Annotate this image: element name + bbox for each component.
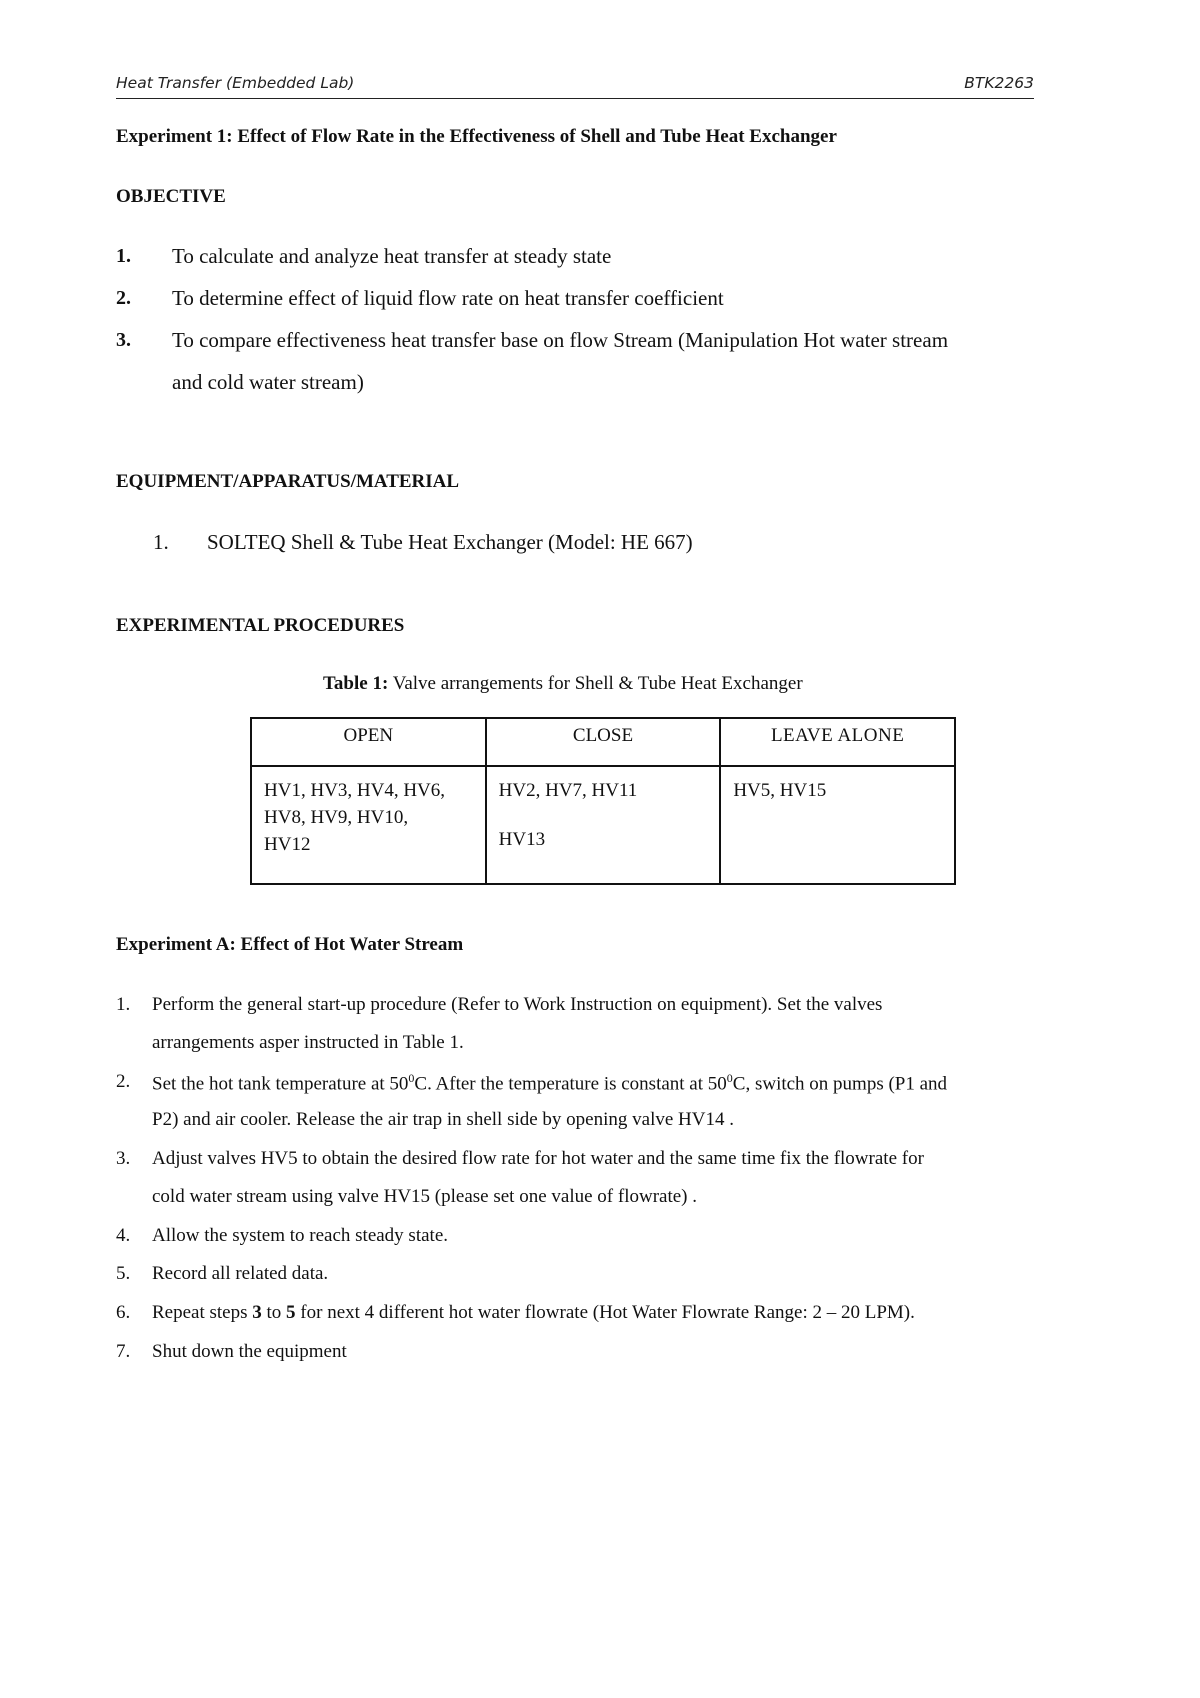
step-number-7: 7. <box>116 1341 131 1362</box>
objective-number-2: 2. <box>116 287 131 309</box>
header-course-name: Heat Transfer (Embedded Lab) <box>116 74 355 92</box>
step-number-4: 4. <box>116 1225 131 1246</box>
step-number-3: 3. <box>116 1148 131 1169</box>
table-row <box>251 766 955 884</box>
procedures-heading: EXPERIMENTAL PROCEDURES <box>116 615 405 636</box>
equipment-number-1: 1. <box>153 530 169 554</box>
step-number-6: 6. <box>116 1302 131 1323</box>
table-caption <box>323 673 803 695</box>
step-3-line-2: cold water stream using valve HV15 (please set one value of flowrate) . <box>152 1186 697 1207</box>
degree-superscript: 0 <box>726 1071 733 1085</box>
step-number-1: 1. <box>116 994 131 1015</box>
equipment-heading: EQUIPMENT/APPARATUS/MATERIAL <box>116 471 460 492</box>
valve-arrangement-table <box>250 717 956 885</box>
step-1-line-1: Perform the general start-up procedure (Refer to Work Instruction on equipment). Set the valves <box>152 994 883 1015</box>
objective-item-1: To calculate and analyze heat transfer at steady state <box>172 244 612 268</box>
cell-leave-alone-valves: HV5, HV15 <box>720 766 955 884</box>
header-leave-alone: LEAVE ALONE <box>720 718 955 766</box>
step-number-5: 5. <box>116 1263 131 1284</box>
cell-close-valves: HV2, HV7, HV11 HV13 <box>486 766 721 884</box>
header-course-code: BTK2263 <box>964 74 1034 92</box>
objective-number-3: 3. <box>116 329 131 351</box>
step-2-line-2: P2) and air cooler. Release the air trap in shell side by opening valve HV14 . <box>152 1109 734 1130</box>
table-caption-text: Valve arrangements for Shell & Tube Heat Exchanger <box>388 673 803 694</box>
step-5-line-1: Record all related data. <box>152 1263 329 1284</box>
objective-number-1: 1. <box>116 245 131 267</box>
table-header-row <box>251 718 955 766</box>
step-1-line-2: arrangements asper instructed in Table 1. <box>152 1032 464 1053</box>
experiment-title: Experiment 1: Effect of Flow Rate in the Effectiveness of Shell and Tube Heat Exchanger <box>116 126 837 147</box>
header-open: OPEN <box>251 718 486 766</box>
step-6-line-1: Repeat steps 3 to 5 for next 4 different hot water flowrate (Hot Water Flowrate Range: 2 – 20 LPM). <box>152 1302 915 1323</box>
step-2-line-1: Set the hot tank temperature at $50^0C$. After the temperature is constant at $50^0C$, switch on pumps (P1 and <box>152 1071 948 1095</box>
page-header <box>116 72 1034 99</box>
degree-superscript: 0 <box>408 1071 415 1085</box>
objective-item-3: To compare effectiveness heat transfer base on flow Stream (Manipulation Hot water stream <box>172 328 949 352</box>
table-caption-label: Table 1: <box>323 673 389 694</box>
header-close: CLOSE <box>486 718 721 766</box>
objective-item-2: To determine effect of liquid flow rate on heat transfer coefficient <box>172 286 724 310</box>
step-number-2: 2. <box>116 1071 131 1092</box>
experiment-a-heading: Experiment A: Effect of Hot Water Stream <box>116 934 464 955</box>
objective-item-3-continued: and cold water stream) <box>172 370 364 394</box>
equipment-item-1: SOLTEQ Shell & Tube Heat Exchanger (Model: HE 667) <box>207 530 693 554</box>
step-7-line-1: Shut down the equipment <box>152 1341 347 1362</box>
step-3-line-1: Adjust valves HV5 to obtain the desired flow rate for hot water and the same time fix the flowrate for <box>152 1148 924 1169</box>
step-4-line-1: Allow the system to reach steady state. <box>152 1225 449 1246</box>
objective-heading: OBJECTIVE <box>116 186 226 207</box>
cell-open-valves: HV1, HV3, HV4, HV6, HV8, HV9, HV10, HV12 <box>251 766 486 884</box>
